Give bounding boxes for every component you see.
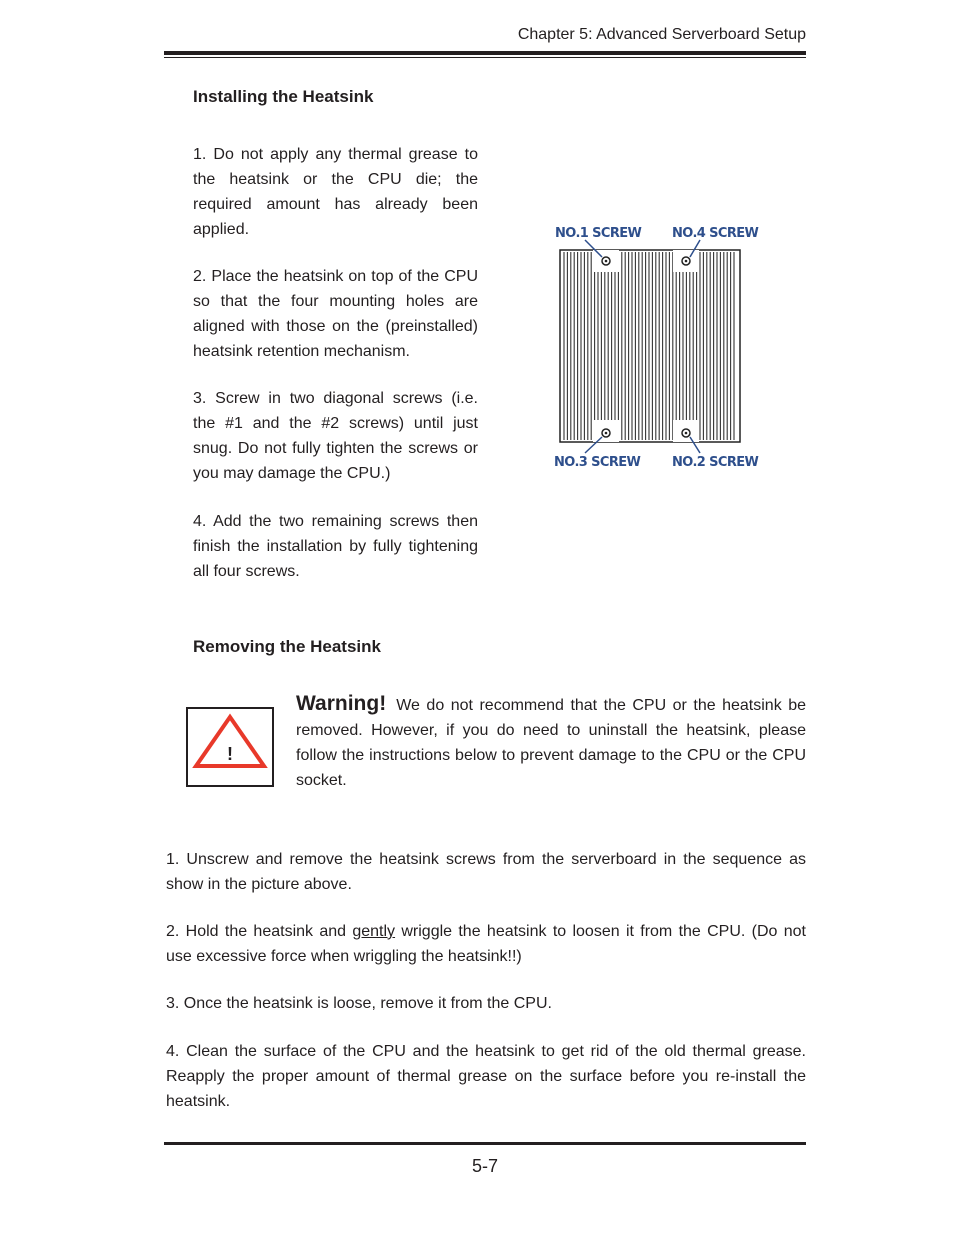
warning-block — [296, 691, 806, 793]
label-screw-3: NO.3 SCREW — [554, 455, 641, 470]
remove-step-2 — [166, 919, 806, 969]
removing-heading: Removing the Heatsink — [193, 637, 381, 656]
warning-title: Warning! — [296, 692, 387, 715]
install-step-4: 4. Add the two remaining screws then finish the installation by fully tightening all four screws. — [193, 513, 478, 580]
remove-step-4: 4. Clean the surface of the CPU and the heatsink to get rid of the old thermal grease. Reapply the proper amount of thermal grease on the surface before you re-install the heatsink. — [166, 1043, 806, 1110]
install-step-3: 3. Screw in two diagonal screws (i.e. the #1 and the #2 screws) until just snug. Do not fully tighten the screws or you may damage the CPU.) — [193, 390, 478, 482]
remove-step-3: 3. Once the heatsink is loose, remove it from the CPU. — [166, 995, 552, 1012]
warning-exclamation: ! — [227, 744, 233, 764]
chapter-header: Chapter 5: Advanced Serverboard Setup — [517, 26, 806, 43]
remove-step-2-suffix: wriggle the heatsink to loosen it from the CPU. (Do not use excessive force when wriggling the heatsink!!) — [166, 923, 806, 965]
header-rule-thick — [164, 51, 806, 55]
warning-text: We do not recommend that the CPU or the heatsink be removed. However, if you do need to uninstall the heatsink, please follow the instructions below to prevent damage to the CPU or the CPU socket. — [296, 697, 806, 789]
label-screw-1: NO.1 SCREW — [555, 226, 642, 241]
heatsink-screw-diagram — [540, 215, 760, 475]
label-screw-2: NO.2 SCREW — [672, 455, 759, 470]
installing-heading: Installing the Heatsink — [193, 87, 374, 106]
warning-triangle-icon — [188, 709, 272, 785]
header-rule-thin — [164, 57, 806, 58]
screw-pad-3 — [593, 420, 619, 442]
heatsink-base — [560, 250, 740, 442]
warning-icon-box — [186, 707, 274, 787]
label-screw-4: NO.4 SCREW — [672, 226, 759, 241]
remove-step-2-prefix: 2. Hold the heatsink and — [166, 923, 353, 940]
page-number: 5-7 — [471, 1156, 498, 1176]
install-step-1: 1. Do not apply any thermal grease to the heatsink or the CPU die; the required amount has already been applied. — [193, 146, 478, 238]
remove-step-2-emphasis: gently — [352, 923, 396, 940]
install-step-2: 2. Place the heatsink on top of the CPU so that the four mounting holes are aligned with those on the (preinstalled) heatsink retention mechanism. — [193, 268, 478, 360]
footer-rule — [164, 1142, 806, 1145]
screw-pad-2 — [673, 420, 699, 442]
remove-step-1: 1. Unscrew and remove the heatsink screws from the serverboard in the sequence as show in the picture above. — [166, 851, 806, 893]
